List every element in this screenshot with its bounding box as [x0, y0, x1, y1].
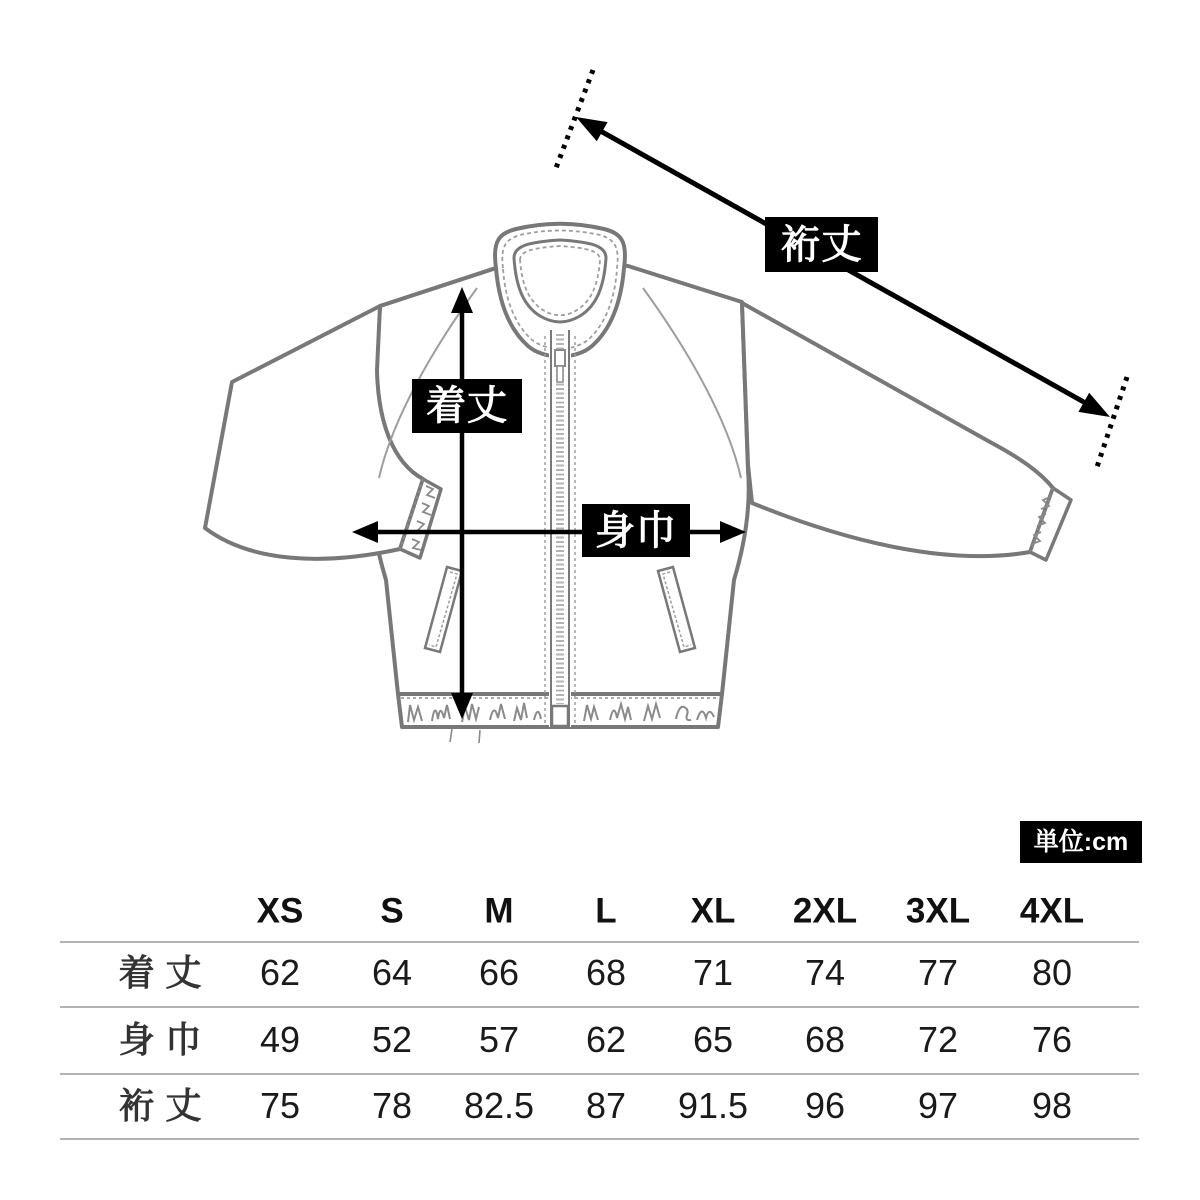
unit-badge: 単位:cm: [1020, 821, 1142, 863]
table-divider: [60, 1006, 1139, 1008]
table-divider: [60, 1138, 1139, 1140]
body-width-label: 身巾: [582, 504, 690, 557]
size-cell-r1-c1: 52: [371, 1019, 413, 1060]
size-column-header-s: S: [380, 891, 404, 931]
table-divider: [60, 941, 1139, 943]
size-row-label-2: 裄丈: [118, 1085, 213, 1126]
size-cell-r1-c0: 49: [259, 1019, 301, 1060]
zipper-pull: [555, 350, 565, 366]
size-cell-r2-c4: 91.5: [677, 1085, 749, 1126]
jacket-illustration: [205, 224, 1071, 727]
size-cell-r0-c0: 62: [259, 952, 301, 993]
size-column-header-l: L: [595, 891, 617, 931]
body-length-label: 着丈: [412, 379, 522, 433]
size-cell-r0-c1: 64: [371, 952, 413, 993]
size-cell-r2-c5: 96: [804, 1085, 846, 1126]
size-cell-r0-c7: 80: [1031, 952, 1073, 993]
size-column-header-4xl: 4XL: [1019, 891, 1085, 931]
size-column-header-2xl: 2XL: [792, 891, 858, 931]
size-cell-r0-c3: 68: [585, 952, 627, 993]
sleeve-length-label: 裄丈: [765, 217, 878, 272]
size-cell-r1-c4: 65: [692, 1019, 734, 1060]
size-cell-r1-c3: 62: [585, 1019, 627, 1060]
size-cell-r2-c6: 97: [917, 1085, 959, 1126]
size-row-label-0: 着丈: [118, 952, 213, 993]
size-column-header-xs: XS: [256, 891, 304, 931]
size-cell-r1-c6: 72: [917, 1019, 959, 1060]
size-column-header-m: M: [484, 891, 514, 931]
size-cell-r2-c3: 87: [585, 1085, 627, 1126]
size-cell-r2-c0: 75: [259, 1085, 301, 1126]
size-cell-r2-c2: 82.5: [463, 1085, 535, 1126]
size-cell-r0-c2: 66: [478, 952, 520, 993]
size-cell-r0-c5: 74: [804, 952, 846, 993]
size-cell-r1-c5: 68: [804, 1019, 846, 1060]
size-cell-r2-c1: 78: [371, 1085, 413, 1126]
size-cell-r1-c7: 76: [1031, 1019, 1073, 1060]
zipper-stop: [552, 706, 568, 726]
size-cell-r0-c4: 71: [692, 952, 734, 993]
jacket-zipper: [545, 330, 575, 727]
size-cell-r0-c6: 77: [917, 952, 959, 993]
jacket-right-sleeve: [742, 303, 1053, 556]
sleeve-length-tick-bottom: [1096, 377, 1127, 470]
size-cell-r2-c7: 98: [1031, 1085, 1073, 1126]
table-divider: [60, 1073, 1139, 1075]
size-row-label-1: 身巾: [118, 1019, 213, 1060]
size-column-header-3xl: 3XL: [905, 891, 971, 931]
size-column-header-xl: XL: [690, 891, 736, 931]
size-cell-r1-c2: 57: [478, 1019, 520, 1060]
